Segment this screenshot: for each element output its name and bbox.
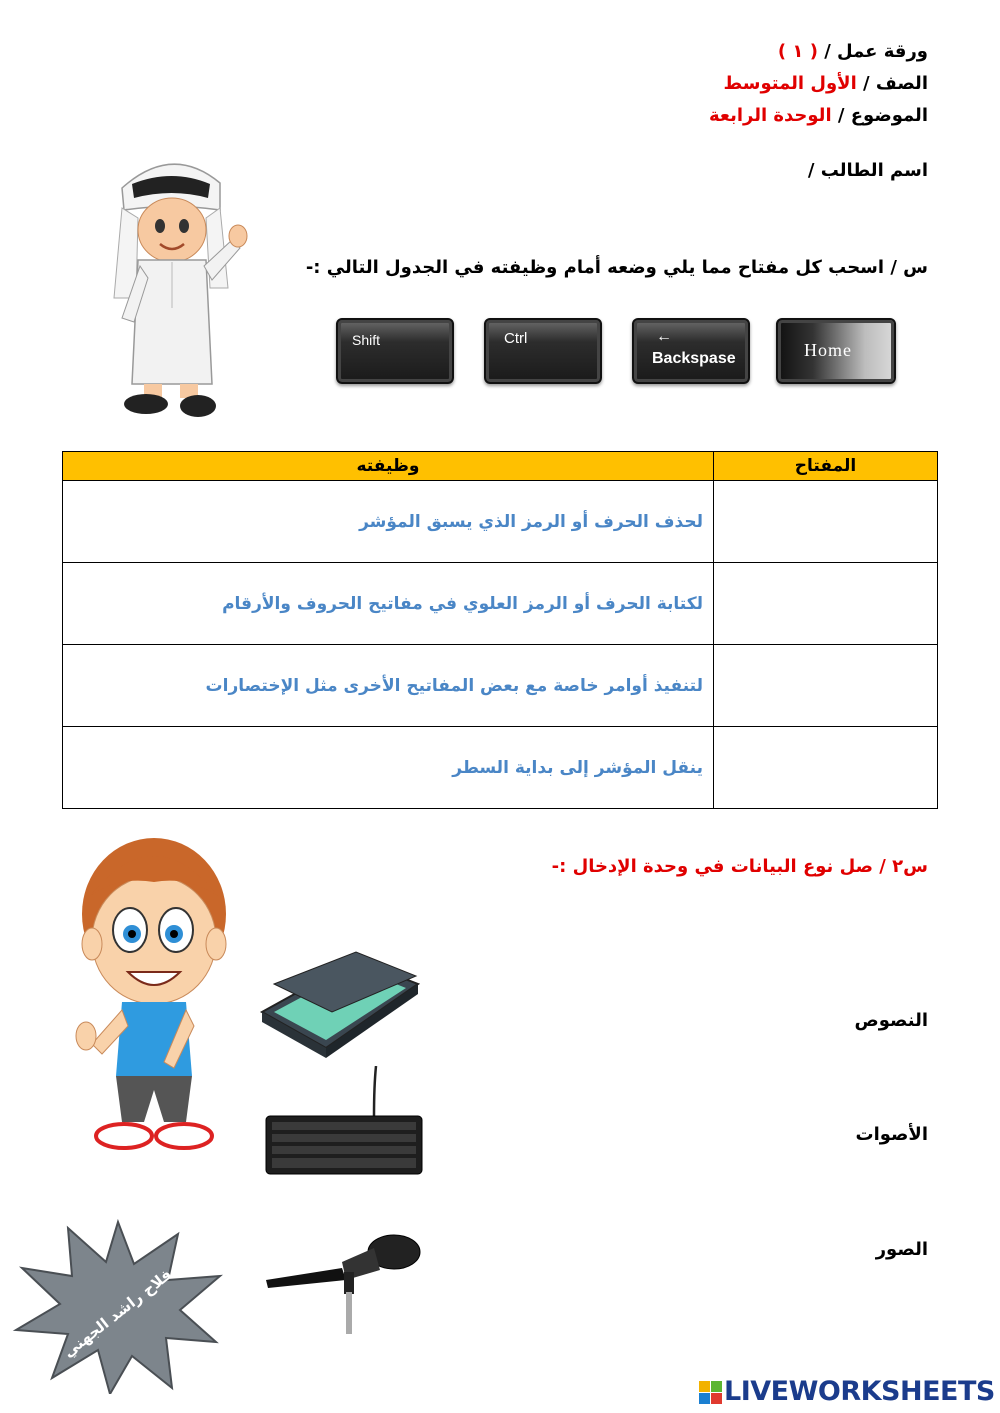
table-row	[63, 645, 938, 727]
data-type-images[interactable]: الصور	[875, 1239, 928, 1260]
brand-name: LIVEWORKSHEETS	[724, 1376, 995, 1407]
function-cell: لحذف الحرف أو الرمز الذي يسبق المؤشر	[63, 481, 714, 563]
ctrl-key-label: Ctrl	[504, 330, 528, 347]
table-row	[63, 481, 938, 563]
table-header-row	[63, 452, 938, 481]
shift-key-label: Shift	[352, 332, 381, 348]
backspace-key[interactable]	[632, 318, 750, 384]
key-drop-zone[interactable]	[714, 645, 938, 727]
function-column-header: وظيفته	[63, 452, 714, 481]
question-2-text: س٢ / صل نوع البيانات في وحدة الإدخال :-	[551, 856, 928, 877]
function-cell: لتنفيذ أوامر خاصة مع بعض المفاتيح الأخرى مثل الإختصارات	[63, 645, 714, 727]
key-drop-zone[interactable]	[714, 727, 938, 809]
microphone-device[interactable]	[262, 1232, 422, 1336]
grade-line	[508, 68, 928, 100]
liveworksheets-mark-icon	[698, 1381, 724, 1405]
scanner-device[interactable]	[256, 948, 424, 1060]
stamp-text: فلاح راشد الجهني	[59, 1265, 176, 1362]
topic-value: الوحدة الرابعة	[709, 105, 832, 126]
cartoon-boy-illustration	[68, 826, 236, 1156]
key-function-table	[62, 451, 938, 809]
home-key-label: Home	[804, 340, 852, 360]
worksheet-label: ورقة عمل /	[824, 41, 928, 62]
liveworksheets-logo[interactable]	[698, 1375, 994, 1409]
topic-line	[508, 100, 928, 132]
backspace-key-label: Backspase	[652, 350, 736, 367]
teacher-name-stamp	[10, 1218, 226, 1394]
grade-value: الأول المتوسط	[723, 73, 857, 94]
key-column-header: المفتاح	[714, 452, 938, 481]
student-name-label: اسم الطالب /	[807, 160, 928, 181]
arrow-left-icon: ←	[656, 328, 672, 345]
ctrl-key[interactable]	[484, 318, 602, 384]
function-cell: ينقل المؤشر إلى بداية السطر	[63, 727, 714, 809]
question-1-text: س / اسحب كل مفتاح مما يلي وضعه أمام وظيفته في الجدول التالي :-	[305, 257, 928, 278]
key-drop-zone[interactable]	[714, 481, 938, 563]
table-row	[63, 727, 938, 809]
function-cell: لكتابة الحرف أو الرمز العلوي في مفاتيح الحروف والأرقام	[63, 563, 714, 645]
data-type-text[interactable]: النصوص	[854, 1010, 928, 1031]
worksheet-header	[508, 36, 928, 132]
draggable-keys	[336, 318, 901, 390]
shift-key[interactable]	[336, 318, 454, 384]
table-row	[63, 563, 938, 645]
topic-label: الموضوع /	[837, 105, 928, 126]
boy-thobe-illustration	[92, 148, 252, 418]
key-drop-zone[interactable]	[714, 563, 938, 645]
grade-label: الصف /	[863, 73, 928, 94]
data-type-sounds[interactable]: الأصوات	[855, 1124, 928, 1145]
worksheet-line	[508, 36, 928, 68]
keyboard-device[interactable]	[262, 1066, 426, 1178]
home-key[interactable]	[776, 318, 896, 384]
worksheet-number: ( ١ )	[777, 41, 818, 62]
